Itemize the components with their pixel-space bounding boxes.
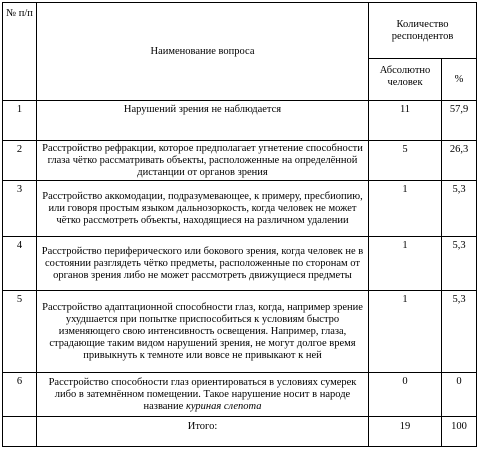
row-number: 1 (3, 101, 37, 141)
row-number: 2 (3, 141, 37, 181)
row-question: Расстройство адаптационной способности глаз, когда, например зрение ухудшается при попытке приспособиться к условиям быстро изменяющего свою интенсивность освещения. Например, глаза, страдающие таким видом нарушений зрения, не могут долгое время привыкнуть к темноте или вовсе не привыкают к ней (37, 291, 369, 373)
header-percent: % (442, 59, 477, 101)
row-question: Расстройство периферического или бокового зрения, когда человек не в состоянии разглядеть чётко предметы, расположенные по сторонам от органов зрения либо не может рассмотреть движущиеся предметы (37, 237, 369, 291)
header-respondent-count: Количество респондентов (369, 3, 477, 59)
row-percent: 5,3 (442, 291, 477, 373)
row-question: Нарушений зрения не наблюдается (37, 101, 369, 141)
respondents-table (2, 2, 477, 447)
row-absolute: 5 (369, 141, 442, 181)
row-absolute: 0 (369, 373, 442, 417)
total-label: Итого: (37, 417, 369, 447)
total-row (3, 417, 477, 447)
row-percent: 5,3 (442, 181, 477, 237)
table-row (3, 101, 477, 141)
header-number: № п/п (3, 3, 37, 101)
row-percent: 57,9 (442, 101, 477, 141)
row-percent: 0 (442, 373, 477, 417)
row-absolute: 11 (369, 101, 442, 141)
total-empty-cell (3, 417, 37, 447)
table-row (3, 373, 477, 417)
header-absolute: Абсолютно человек (369, 59, 442, 101)
table-row (3, 237, 477, 291)
row-question-text: Расстройство способности глаз ориентироваться в условиях сумерек либо в затемнённом помещении. Такое нарушение носит в народе название (48, 376, 357, 412)
row-percent: 26,3 (442, 141, 477, 181)
row-absolute: 1 (369, 181, 442, 237)
row-question-italic: куриная слепота (185, 400, 262, 412)
row-number: 6 (3, 373, 37, 417)
row-question: Расстройство аккомодации, подразумевающее, к примеру, пресбиопию, или говоря простым языком дальнозоркость, когда человек не может чётко рассмотреть объекты, находящиеся на различном удалении (37, 181, 369, 237)
row-percent: 5,3 (442, 237, 477, 291)
table-row (3, 291, 477, 373)
row-number: 5 (3, 291, 37, 373)
row-number: 4 (3, 237, 37, 291)
total-percent: 100 (442, 417, 477, 447)
row-question (37, 373, 369, 417)
header-question-name: Наименование вопроса (37, 3, 369, 101)
row-absolute: 1 (369, 291, 442, 373)
row-absolute: 1 (369, 237, 442, 291)
total-absolute: 19 (369, 417, 442, 447)
table-row (3, 181, 477, 237)
row-number: 3 (3, 181, 37, 237)
row-question: Расстройство рефракции, которое предполагает угнетение способности глаза чётко рассматривать объекты, расположенные на определённой дистанции от органов зрения (37, 141, 369, 181)
table-row (3, 141, 477, 181)
